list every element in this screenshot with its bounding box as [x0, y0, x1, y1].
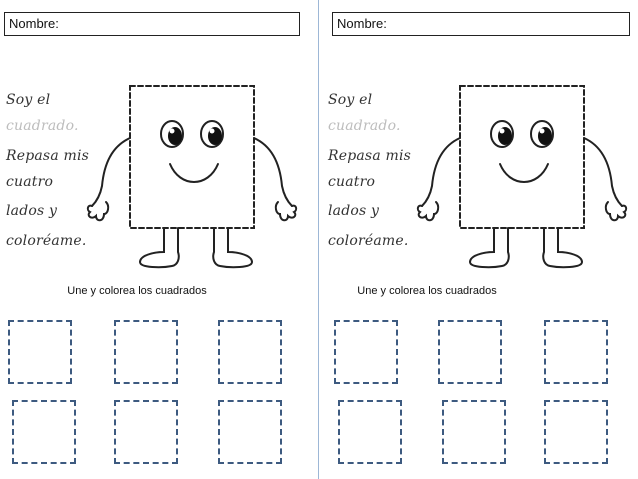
script-line-4: cuatro	[328, 174, 376, 190]
square-body-outline	[460, 86, 584, 228]
right-hand	[276, 202, 296, 220]
dashed-square[interactable]	[218, 400, 282, 464]
dashed-square[interactable]	[438, 320, 502, 384]
dashed-square[interactable]	[218, 320, 282, 384]
script-line-1: Soy el	[328, 92, 373, 108]
dashed-square[interactable]	[12, 400, 76, 464]
dashed-square[interactable]	[544, 320, 608, 384]
left-hand	[418, 202, 438, 220]
script-line-2: cuadrado.	[328, 118, 401, 134]
script-line-6: coloréame.	[6, 233, 87, 249]
script-line-4: cuatro	[6, 174, 54, 190]
smile	[500, 164, 548, 182]
left-leg	[140, 228, 179, 267]
smile	[170, 164, 218, 182]
script-line-3: Repasa mis	[6, 148, 90, 164]
right-arm	[254, 138, 292, 206]
right-leg	[213, 228, 252, 267]
eyes	[161, 121, 223, 147]
page-divider	[318, 0, 319, 479]
name-label: Nombre:	[9, 16, 59, 31]
script-line-2: cuadrado.	[6, 118, 79, 134]
right-arm	[584, 138, 622, 206]
left-hand	[88, 202, 108, 220]
right-leg	[543, 228, 582, 267]
name-label: Nombre:	[337, 16, 387, 31]
script-line-5: lados y	[328, 203, 380, 219]
instruction-text: Une y colorea los cuadrados	[357, 285, 497, 297]
dashed-square[interactable]	[334, 320, 398, 384]
script-line-3: Repasa mis	[328, 148, 412, 164]
dashed-square[interactable]	[114, 400, 178, 464]
eyes	[491, 121, 553, 147]
name-field[interactable]	[4, 12, 300, 36]
dashed-square[interactable]	[544, 400, 608, 464]
left-leg	[470, 228, 509, 267]
dashed-square[interactable]	[338, 400, 402, 464]
right-hand	[606, 202, 626, 220]
dashed-square[interactable]	[442, 400, 506, 464]
square-character-illustration	[412, 76, 638, 276]
worksheet-left	[0, 0, 318, 479]
name-field[interactable]	[332, 12, 630, 36]
square-character-illustration	[82, 76, 308, 276]
dashed-square[interactable]	[8, 320, 72, 384]
worksheet-right	[320, 0, 638, 479]
script-line-6: coloréame.	[328, 233, 409, 249]
instruction-text: Une y colorea los cuadrados	[67, 285, 207, 297]
left-arm	[92, 138, 130, 206]
script-line-5: lados y	[6, 203, 58, 219]
square-body-outline	[130, 86, 254, 228]
script-line-1: Soy el	[6, 92, 51, 108]
left-arm	[422, 138, 460, 206]
dashed-square[interactable]	[114, 320, 178, 384]
